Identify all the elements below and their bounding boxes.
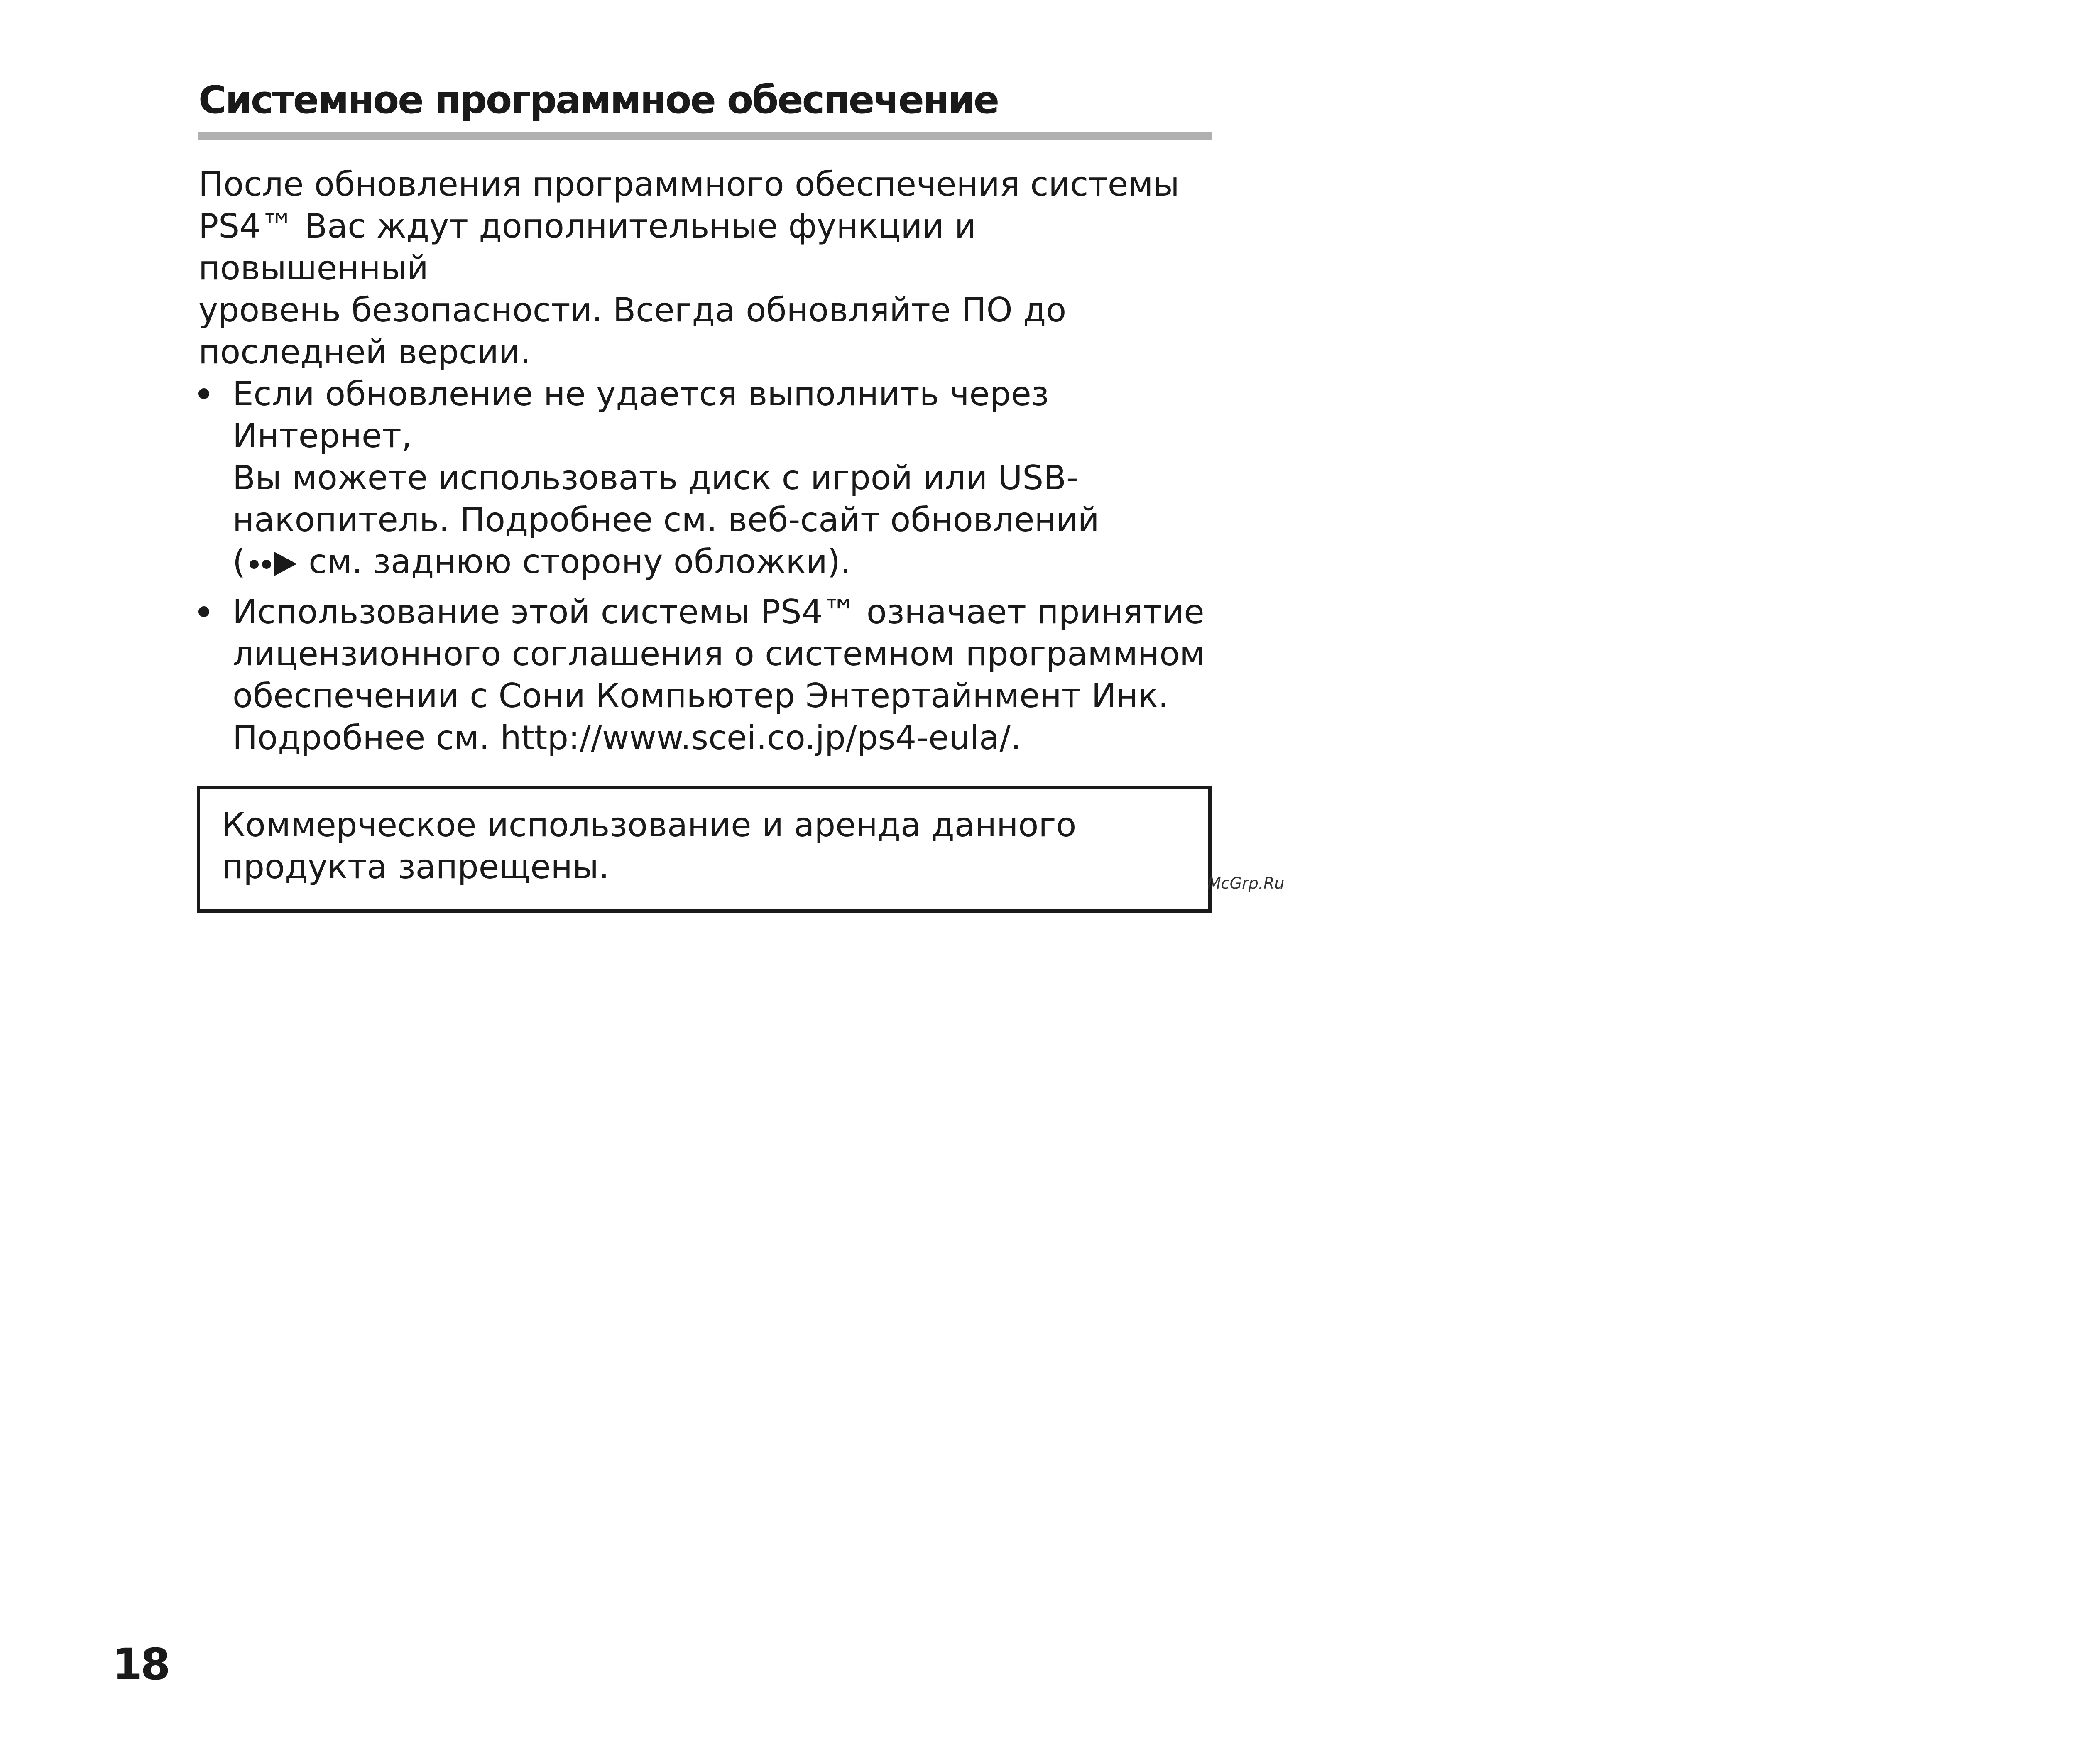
bullet-line: обеспечении с Сони Компьютер Энтертайнмент Инк. xyxy=(233,676,1169,715)
bullet-item-license-agreement xyxy=(198,591,1212,759)
bullet-line: лицензионного соглашения о системном программном xyxy=(233,635,1205,674)
bullet-list xyxy=(198,373,1212,759)
watermark-text: McGrp.Ru xyxy=(1207,874,1285,892)
reference-open-paren: ( xyxy=(233,542,246,581)
system-software-section xyxy=(198,79,1212,759)
arrow-reference-icon xyxy=(248,551,300,576)
bullet-item-update-alternatives xyxy=(198,373,1212,583)
page-number: 18 xyxy=(112,1639,169,1690)
bullet-line: Подробнее см. http://www.scei.co.jp/ps4-eula/. xyxy=(233,718,1021,757)
commercial-use-notice-box xyxy=(197,786,1212,913)
section-title: Системное программное обеспечение xyxy=(198,78,999,122)
title-underline xyxy=(198,132,1212,140)
intro-line: PS4™ Вас ждут дополнительные функции и повышенный xyxy=(198,207,976,288)
bullet-line: Использование этой системы PS4™ означает принятие xyxy=(233,593,1204,632)
notice-line: Коммерческое использование и аренда данного xyxy=(222,806,1077,844)
notice-line: продукта запрещены. xyxy=(222,848,610,886)
reference-text: см. заднюю сторону обложки). xyxy=(308,542,851,581)
intro-paragraph xyxy=(198,163,1212,373)
bullet-dot-icon xyxy=(198,388,209,399)
bullet-dot-icon xyxy=(198,606,209,617)
bullet-line: накопитель. Подробнее см. веб-сайт обновлений xyxy=(233,500,1099,539)
intro-line: После обновления программного обеспечения системы xyxy=(198,165,1180,204)
intro-line: уровень безопасности. Всегда обновляйте ПО до xyxy=(198,291,1067,330)
bullet-line: Вы можете использовать диск с игрой или USB- xyxy=(233,458,1078,497)
bullet-line: Если обновление не удается выполнить через Интернет, xyxy=(233,375,1049,456)
intro-line: последней версии. xyxy=(198,333,531,372)
